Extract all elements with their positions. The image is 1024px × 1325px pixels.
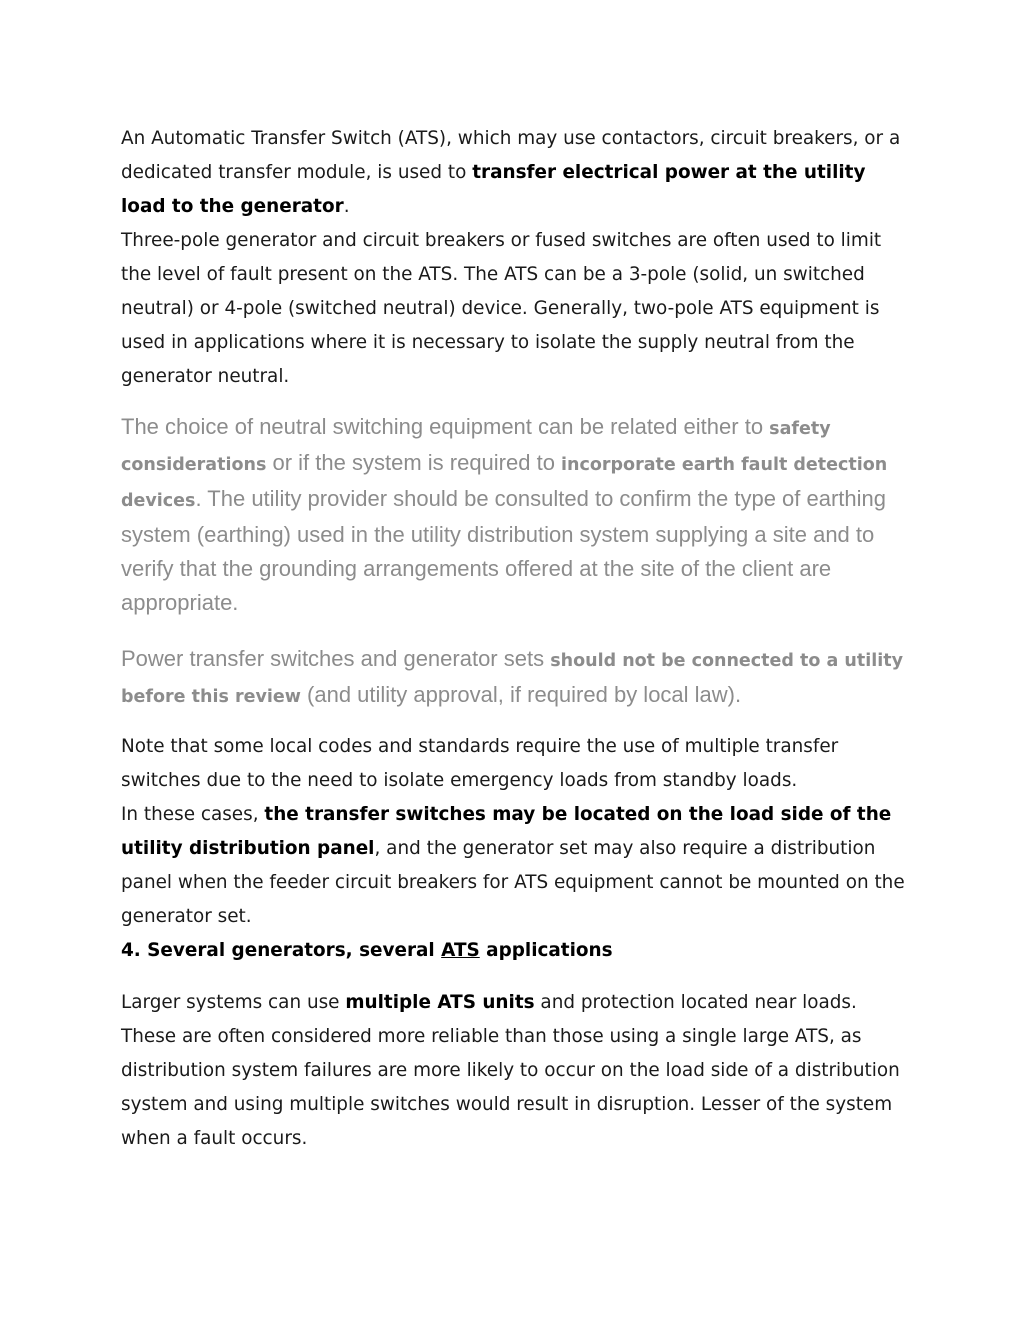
text-span: Power transfer switches and generator sets (121, 646, 551, 671)
paragraph-ats-intro (121, 122, 911, 224)
bold-phrase: incorporate earth fault detection devices (121, 455, 888, 511)
text-span: applications (479, 940, 613, 961)
text-span: Note that some local codes and standards require the use of multiple transfer switches due to the need to isolate emergency loads from standby loads. (121, 736, 839, 791)
bold-phrase: should not be connected to a utility before this review (121, 651, 904, 707)
text-span: . (343, 196, 350, 217)
ats-link[interactable]: ATS (441, 940, 480, 961)
bold-phrase: the transfer switches may be located on the load side of the utility distribution panel (121, 804, 892, 859)
paragraph-power-transfer (121, 642, 911, 714)
text-span: (and utility approval, if required by local law). (300, 682, 742, 707)
paragraph-local-codes (121, 730, 911, 798)
bold-phrase: safety considerations (121, 419, 831, 475)
section-heading (121, 934, 911, 968)
text-span: 4. Several generators, several (121, 940, 442, 961)
text-span: Three-pole generator and circuit breakers or fused switches are often used to limit the level of fault present on the ATS. The ATS can be a 3-pole (solid, un switched neutral) or 4-pole (switched neutral) device. Generally, two-pole ATS equipment is used in applications where it is necessary to isolate the supply neutral from the generator neutral. (121, 230, 882, 387)
paragraph-these-cases (121, 798, 911, 934)
text-span: The choice of neutral switching equipment can be related either to (121, 414, 770, 439)
text-span: . The utility provider should be consulted to confirm the type of earthing system (earthing) used in the utility distribution system supplying a site and to verify that the grounding arrangements offered at the site of the client are appropriate. (121, 486, 887, 615)
paragraph-larger-systems (121, 986, 911, 1156)
bold-phrase: multiple ATS units (345, 992, 535, 1013)
text-span: and protection located near loads. These are often considered more reliable than those using a single large ATS, as distribution system failures are more likely to occur on the load side of a distribution system and using multiple switches would result in disruption. Lesser of the system when a fault occurs. (121, 992, 900, 1149)
text-span: Larger systems can use (121, 992, 346, 1013)
text-span: , and the generator set may also require a distribution panel when the feeder circuit breakers for ATS equipment cannot be mounted on the generator set. (121, 838, 905, 927)
document-page (121, 122, 911, 1156)
text-span: In these cases, (121, 804, 265, 825)
paragraph-three-pole (121, 224, 911, 394)
paragraph-neutral-switching (121, 410, 911, 620)
text-span: or if the system is required to (266, 450, 562, 475)
bold-phrase: transfer electrical power at the utility load to the generator (121, 162, 866, 217)
text-span: An Automatic Transfer Switch (ATS), which may use contactors, circuit breakers, or a dedicated transfer module, is used to (121, 128, 901, 183)
